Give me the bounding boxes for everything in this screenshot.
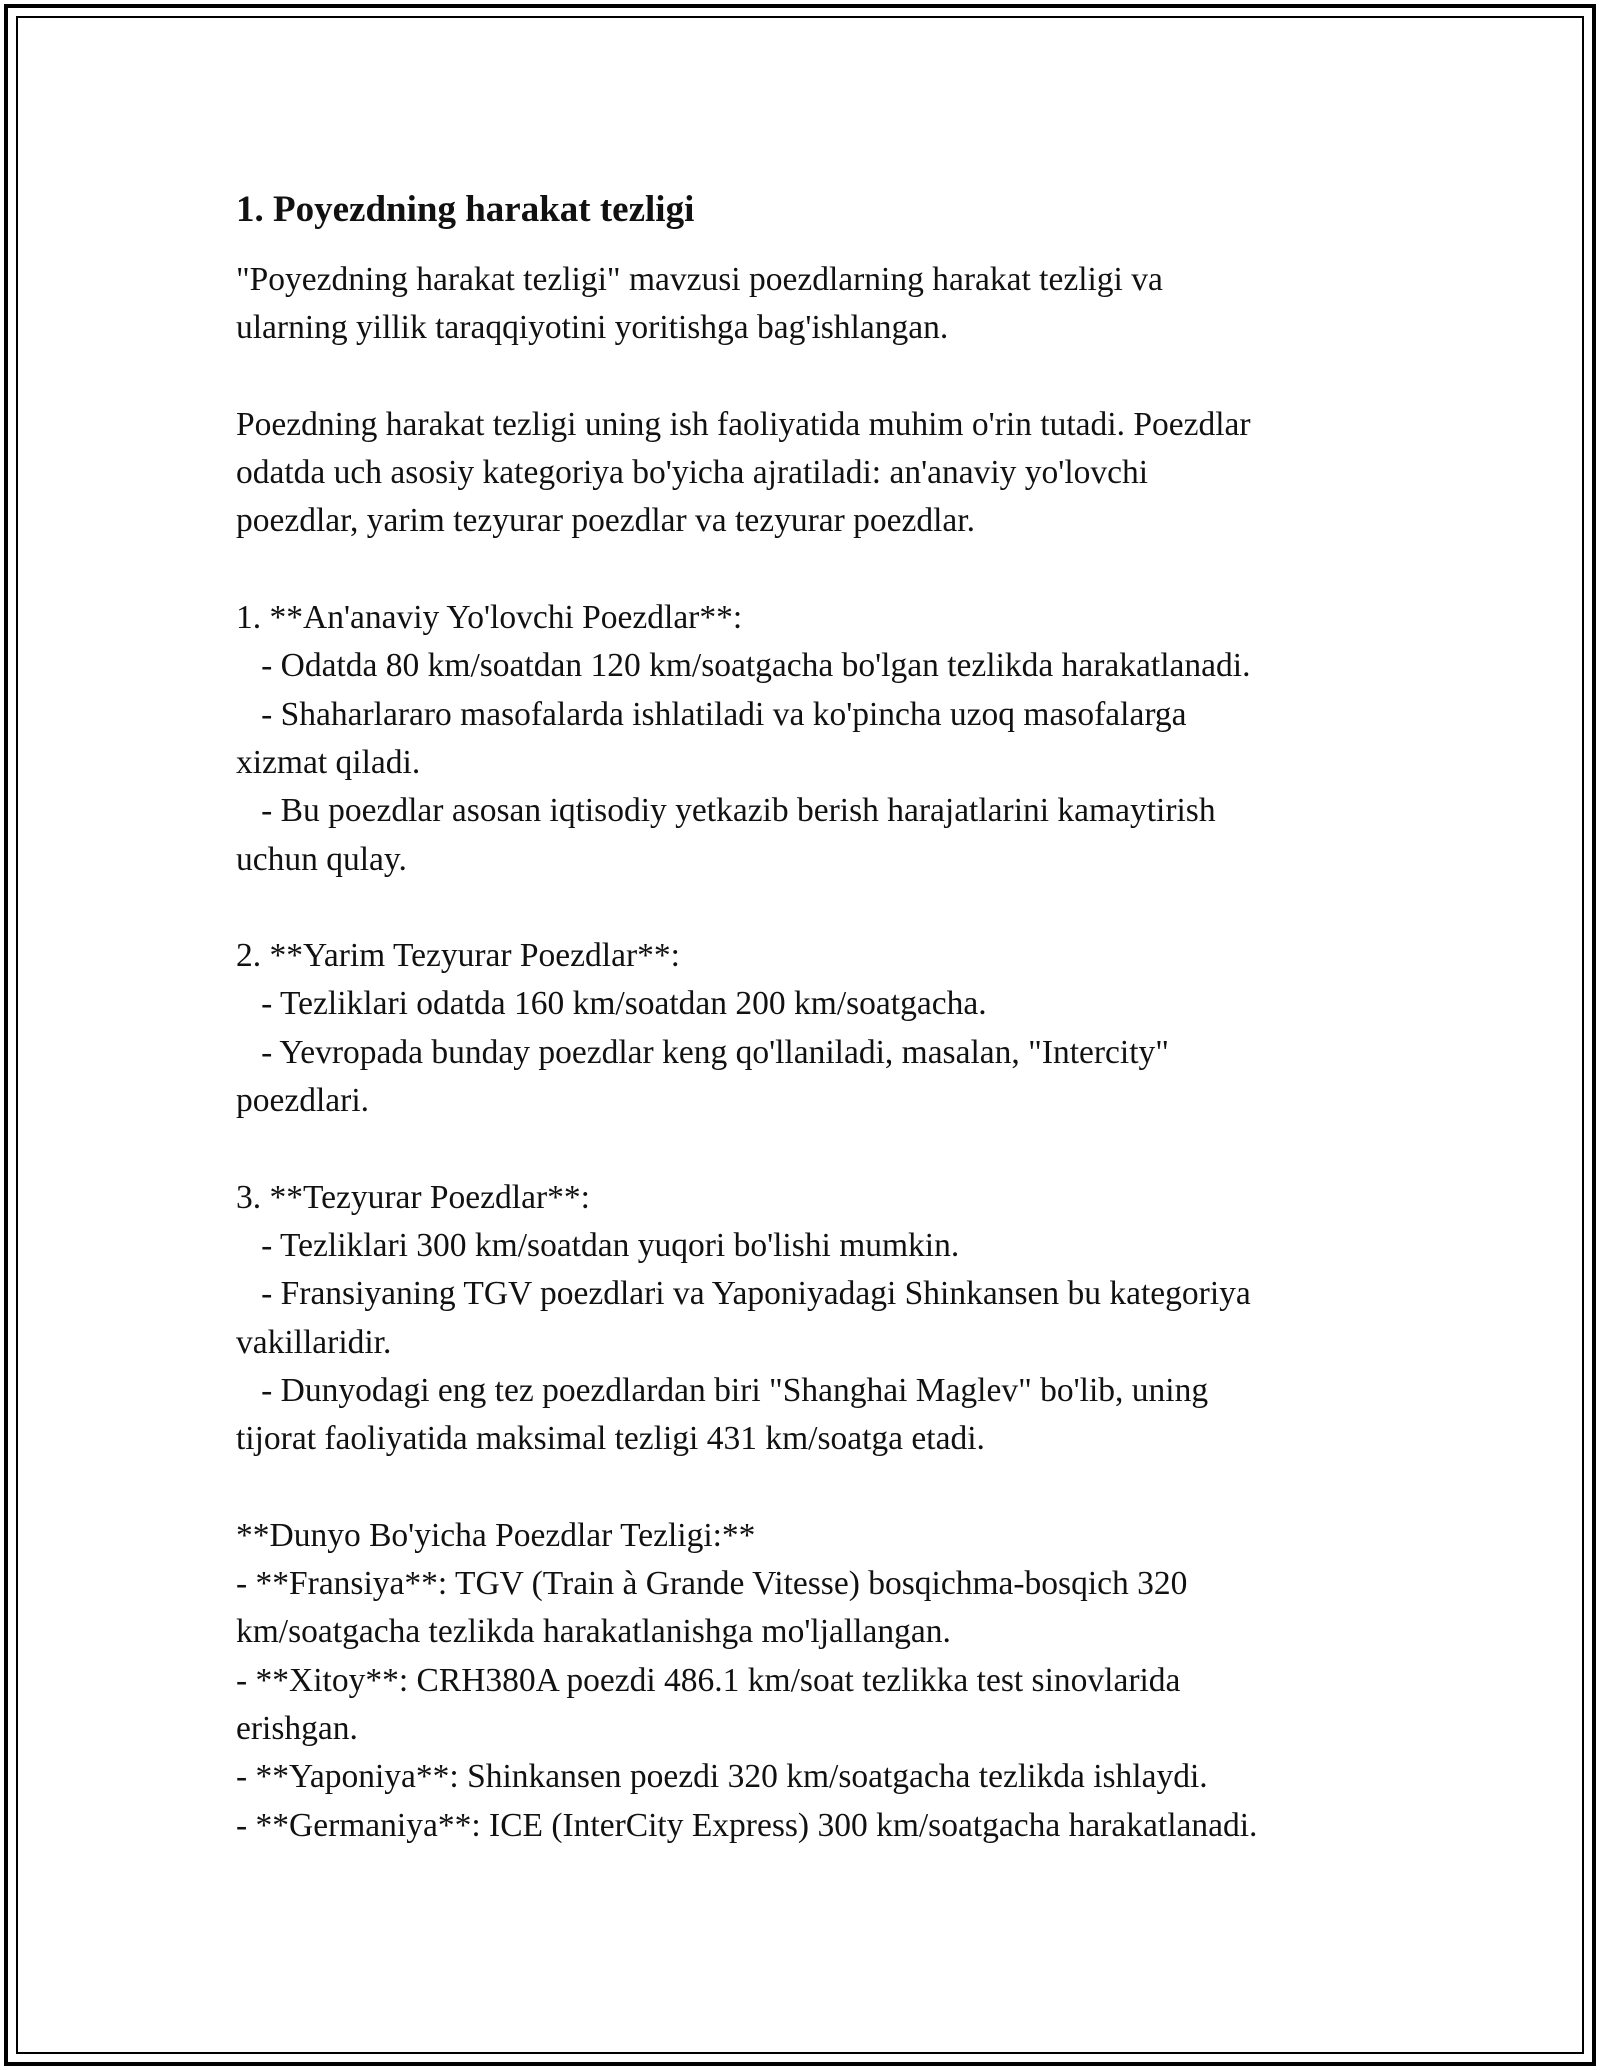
document-heading: 1. Poyezdning harakat tezligi (236, 189, 695, 230)
text-line: - Dunyodagi eng tez poezdlardan biri "Shanghai Maglev" bo'lib, uning (236, 1371, 1209, 1409)
text-line: xizmat qiladi. (236, 743, 421, 781)
document-body (236, 186, 1376, 1850)
text-line: vakillaridir. (236, 1323, 392, 1361)
text-line: poezdlar, yarim tezyurar poezdlar va tezyurar poezdlar. (236, 502, 975, 540)
text-line: - Fransiyaning TGV poezdlari va Yaponiyadagi Shinkansen bu kategoriya (236, 1275, 1251, 1313)
text-line: Poezdning harakat tezligi uning ish faoliyatida muhim o'rin tutadi. Poezdlar (236, 405, 1251, 443)
text-line: - Tezliklari 300 km/soatdan yuqori bo'lishi mumkin. (236, 1226, 960, 1264)
text-line: "Poyezdning harakat tezligi" mavzusi poezdlarning harakat tezligi va (236, 261, 1163, 298)
blank-line (236, 1125, 1376, 1173)
blank-line (236, 1463, 1376, 1511)
text-line: poezdlari. (236, 1082, 370, 1120)
text-line: - **Xitoy**: CRH380A poezdi 486.1 km/soat tezlikka test sinovlarida (236, 1661, 1181, 1699)
text-line: - Yevropada bunday poezdlar keng qo'llaniladi, masalan, "Intercity" (236, 1033, 1169, 1071)
text-line: - Bu poezdlar asosan iqtisodiy yetkazib berish harajatlarini kamaytirish (236, 792, 1216, 830)
text-line: uchun qulay. (236, 840, 407, 878)
text-line: - Odatda 80 km/soatdan 120 km/soatgacha bo'lgan tezlikda harakatlanadi. (236, 647, 1251, 685)
text-line: km/soatgacha tezlikda harakatlanishga mo'ljallangan. (236, 1613, 951, 1651)
text-line: - **Fransiya**: TGV (Train à Grande Vitesse) bosqichma-bosqich 320 (236, 1565, 1188, 1603)
text-line: **Dunyo Bo'yicha Poezdlar Tezligi:** (236, 1516, 756, 1554)
text-line: 2. **Yarim Tezyurar Poezdlar**: (236, 937, 680, 975)
text-line: - **Germaniya**: ICE (InterCity Express) 300 km/soatgacha harakatlanadi. (236, 1806, 1258, 1844)
text-line: 1. **An'anaviy Yo'lovchi Poezdlar**: (236, 599, 743, 637)
text-line: tijorat faoliyatida maksimal tezligi 431 km/soatga etadi. (236, 1420, 985, 1458)
text-line: 3. **Tezyurar Poezdlar**: (236, 1178, 590, 1216)
text-line: - Shaharlararo masofalarda ishlatiladi va ko'pincha uzoq masofalarga (236, 695, 1187, 733)
blank-line (236, 353, 1376, 401)
blank-line (236, 546, 1376, 594)
document-text (236, 256, 1376, 1850)
text-line: ularning yillik taraqqiyotini yoritishga bag'ishlangan. (236, 309, 949, 347)
text-line: - Tezliklari odatda 160 km/soatdan 200 km/soatgacha. (236, 985, 987, 1023)
text-line: odatda uch asosiy kategoriya bo'yicha ajratiladi: an'anaviy yo'lovchi (236, 454, 1149, 492)
blank-line (236, 884, 1376, 932)
text-line: - **Yaponiya**: Shinkansen poezdi 320 km/soatgacha tezlikda ishlaydi. (236, 1758, 1208, 1796)
text-line: erishgan. (236, 1709, 358, 1747)
